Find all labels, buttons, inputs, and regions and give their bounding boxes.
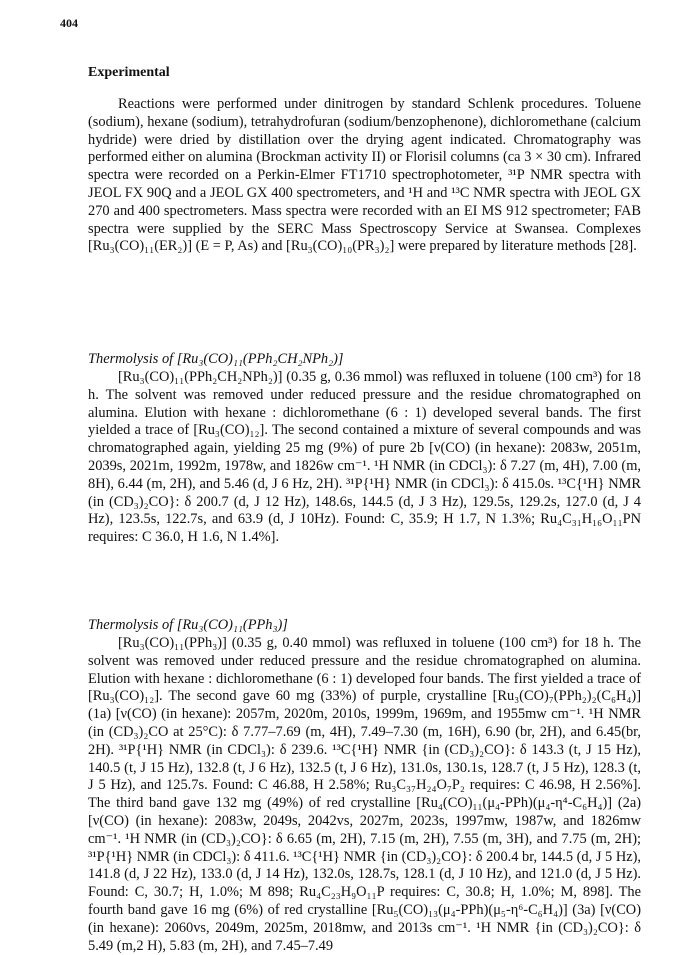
thermolysis-2-heading: Thermolysis of [Ru₃(CO)₁₁(PPh₃)] <box>88 617 288 633</box>
thermolysis-2-paragraph: [Ru₃(CO)₁₁(PPh₃)] (0.35 g, 0.40 mmol) was refluxed in toluene (100 cm³) for 18 h. The solvent was removed under reduced pressure and the residue chromatographed on alumina. Elution with hexane : dichloromethane (6 : 1) developed four bands. The first yielded a trace of [Ru₃(CO)₁₂]. The second gave 60 mg (33%) of purple, crystalline [Ru₃(CO)₇(PPh₂)₂(C₆H₄)] (1a) [ν(CO) (in hexane): 2057m, 2020m, 2010s, 1999m, 1969m, and 1955mw cm⁻¹. ¹H NMR (in (CD₃)₂CO at 25°C): δ 7.77–7.69 (m, 4H), 7.49–7.30 (m, 16H), 6.90 (br, 2H), and 6.45(br, 2H). ³¹P{¹H} NMR (in CDCl₃): δ 239.6. ¹³C{¹H} NMR {in (CD₃)₂CO}: δ 143.3 (t, J 15 Hz), 140.5 (t, J 15 Hz), 132.8 (t, J 6 Hz), 132.5 (t, J 6 Hz), 131.0s, 130.1s, 128.7 (t, J 5 Hz), 128.3 (t, J 5 Hz), and 125.7s. Found: C 46.88, H 2.58%; Ru₃C₃₇H₂₄O₇P₂ requires: C 46.98, H 2.56%]. The third band gave 132 mg (49%) of red crystalline [Ru₄(CO)₁₁(μ₄-PPh)(μ₄-η⁴-C₆H₄)] (2a) [ν(CO) (in hexane): 2083w, 2049s, 2042vs, 2027m, 2023s, 1997mw, 1987w, and 1826mw cm⁻¹. ¹H NMR (in (CD₃)₂CO}: δ 6.65 (m, 2H), 7.15 (m, 2H), 7.55 (m, 3H), and 7.75 (m, 2H); ³¹P{¹H} NMR (in CDCl₃): δ 411.6. ¹³C{¹H} NMR {in (CD₃)₂CO}: δ 200.4 br, 144.5 (d, J 5 Hz), 141.8 (d, J 22 Hz), 133.0 (d, J 14 Hz), 132.0s, 128.7s, 128.1 (d, J 10 Hz), and 121.0 (d, J 5 Hz). Found: C, 30.7; H, 1.0%; M 898; Ru₄C₂₃H₉O₁₁P requires: C, 30.8; H, 1.0%; M, 898]. The fourth band gave 16 mg (6%) of red crystalline [Ru₅(CO)₁₃(μ₄-PPh)(μ₅-η⁶-C₆H₄)] (3a) [ν(CO) (in hexane): 2060vs, 2049m, 2025m, 2018mw, and 2013s cm⁻¹. ¹H NMR {in (CD₃)₂CO}: δ 5.49 (m,2 H), 5.83 (m, 2H), and 7.45–7.49 <box>88 635 641 954</box>
section-heading: Experimental <box>88 65 170 80</box>
intro-paragraph: Reactions were performed under dinitrogen by standard Schlenk procedures. Toluene (sodium), hexane (sodium), tetrahydrofuran (sodium/benzophenone), dichloromethane (calcium hydride) were dried by distillation over the drying agent indicated. Chromatography was performed either on alumina (Brockman activity II) or Florisil columns (ca 3 × 30 cm). Infrared spectra were recorded on a Perkin-Elmer FT1710 spectrophotometer, ³¹P NMR spectra with JEOL FX 90Q and a JEOL GX 400 spectrometers, and ¹H and ¹³C NMR spectra with JEOL GX 270 and 400 spectrometers. Mass spectra were recorded with an EI MS 912 spectrometer; FAB spectra were supplied by the SERC Mass Spectroscopy Service at Swansea. Complexes [Ru₃(CO)₁₁(ER₂)] (E = P, As) and [Ru₃(CO)₁₀(PR₃)₂] were prepared by literature methods [28]. <box>88 96 641 255</box>
thermolysis-1-heading: Thermolysis of [Ru₃(CO)₁₁(PPh₂CH₂NPh₂)] <box>88 351 344 367</box>
page-number: 404 <box>60 16 78 30</box>
thermolysis-1-paragraph: [Ru₃(CO)₁₁(PPh₂CH₂NPh₂)] (0.35 g, 0.36 mmol) was refluxed in toluene (100 cm³) for 18 h. The solvent was removed under reduced pressure and the residue chromatographed on alumina. Elution with hexane : dichloromethane (6 : 1) developed several bands. The first yielded a trace of [Ru₃(CO)₁₂]. The second contained a mixture of several compounds and was chromatographed again, yielding 25 mg (9%) of pure 2b [ν(CO) (in hexane): 2083w, 2051m, 2039s, 2021m, 1992m, 1978w, and 1826w cm⁻¹. ¹H NMR (in CDCl₃): δ 7.27 (m, 4H), 7.00 (m, 8H), 6.44 (m, 2H), and 5.46 (d, J 6 Hz, 2H). ³¹P{¹H} NMR (in CDCl₃): δ 415.0s. ¹³C{¹H} NMR (in (CD₃)₂CO}: δ 200.7 (d, J 12 Hz), 148.6s, 144.5 (d, J 3 Hz), 129.5s, 129.2s, 127.0 (d, J 4 Hz), 123.5s, 122.7s, and 63.9 (d, J 10Hz). Found: C, 35.9; H 1.7, N 1.3%; Ru₄C₃₁H₁₆O₁₁PN requires: C 36.0, H 1.6, N 1.4%]. <box>88 369 641 546</box>
